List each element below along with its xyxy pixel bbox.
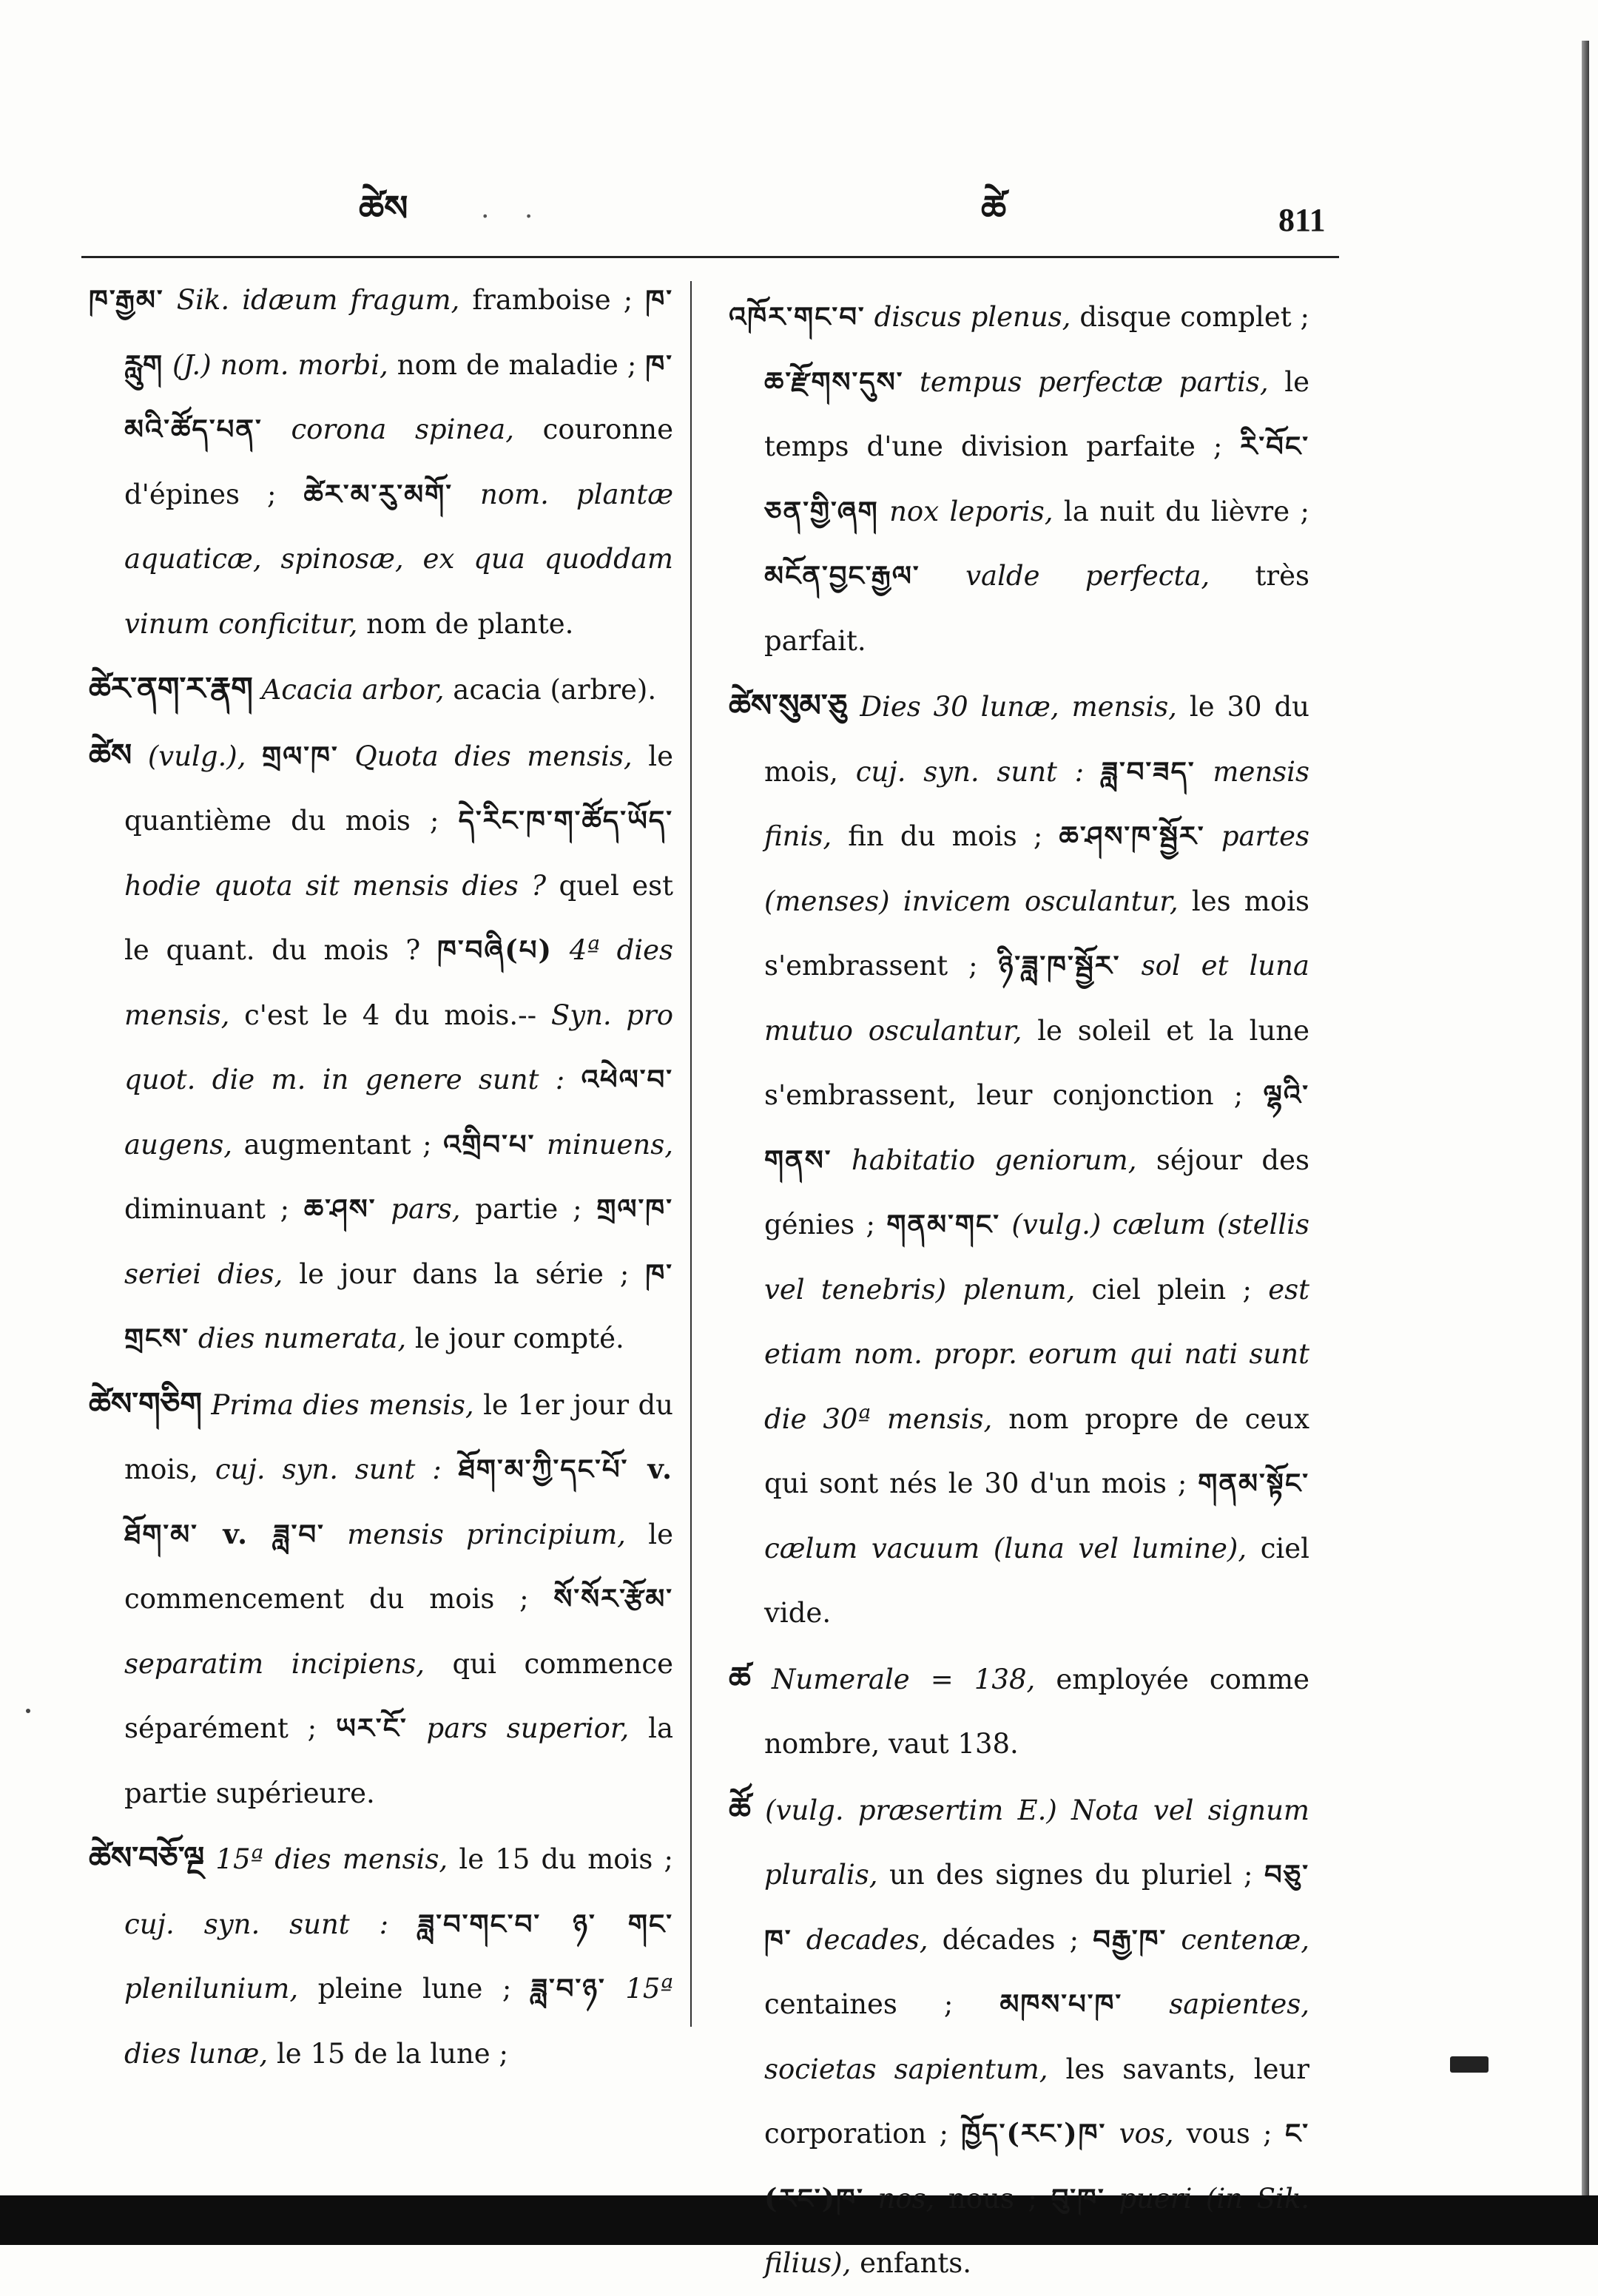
french-gloss: le jour dans la série ; [283,1257,630,1290]
tibetan-term: དེ་རིང་ཁ་ག་ཚོད་ཡོད་ [458,804,673,837]
usage-label: (vulg.), [147,740,246,772]
tibetan-term: ཁ་རླུག [124,283,673,381]
tibetan-term: གྲལ་ཁ་ [262,739,339,772]
latin-gloss: sapientes, societas sapientum, [764,1988,1310,2085]
dictionary-entry [89,1371,673,1826]
scan-speck [26,1709,30,1713]
headword: ཚེས་སུམ་ཅུ [729,687,848,723]
tibetan-term: ཆ་རྫོགས་དུས་ [764,365,904,398]
tibetan-term: ལྷའི་གནས་ [764,1078,1309,1176]
tibetan-term: ཉི་ཟླ་ཁ་སྦྱོར་ [998,949,1121,982]
headword: ཚོ [729,1790,751,1827]
latin-gloss: Prima dies mensis, [211,1388,474,1421]
latin-gloss: tempus perfectæ partis, [920,365,1269,398]
french-gloss: nom de maladie ; [388,348,637,381]
french-gloss: séjour des génies ; [764,1144,1309,1240]
french-gloss: employée comme nombre, vaut 138. [764,1663,1309,1760]
french-gloss: ciel plein ; [1075,1273,1252,1306]
tibetan-term: ཟླ་བ་གང་བ་ ཉ་ གང་ [418,1907,673,1940]
latin-gloss: plenilunium, [124,1973,299,2005]
french-gloss: le soleil et la lune s'embrassent, leur conjonction ; [764,1014,1309,1111]
latin-gloss: nom. plantæ aquaticæ, spinosæ, ex qua quoddam vinum conficitur, [124,478,673,640]
headword: ཚ [729,1659,751,1696]
dictionary-entry [89,723,673,1371]
latin-gloss: Acacia arbor, [261,674,445,706]
left-column [89,268,673,2086]
french-gloss: le temps d'une division parfaite ; [764,365,1309,462]
french-gloss: un des signes du pluriel ; [877,1859,1253,1891]
dictionary-entry [729,673,1309,1646]
tibetan-term: བུ་ཁ་ [1051,2181,1105,2215]
latin-gloss: cuj. syn. sunt : [124,1908,389,1940]
dictionary-entry [729,1646,1309,1777]
french-gloss: centaines ; [764,1988,954,2020]
tibetan-term: ཁ་མའི་ཚོད་པན་ [124,348,673,445]
tibetan-term: ཁ་བཞི(པ) [436,933,553,966]
headword: ཚེས་བཅོ་ལྔ [89,1840,205,1876]
latin-gloss: decades, [806,1923,928,1956]
french-gloss: nom propre de ceux qui sont nés le 30 d'un mois ; [764,1402,1309,1499]
latin-gloss: Numerale = 138, [772,1663,1036,1695]
french-gloss: le 15 de la lune ; [268,2037,508,2070]
headword: ཚེས [89,736,132,773]
french-gloss: le 15 du mois ; [448,1843,674,1875]
french-gloss: vous ; [1173,2118,1272,2150]
french-gloss: ciel vide. [764,1532,1309,1629]
tibetan-term: ཁྱོད་(རང་)ཁ་ [961,2117,1107,2150]
french-gloss: la partie supérieure. [124,1712,673,1809]
latin-gloss: mensis finis, [764,755,1309,852]
tibetan-term: རི་བོང་ཅན་གྱི་ཞག [764,430,1309,527]
latin-gloss: cuj. syn. sunt : [215,1453,442,1485]
tibetan-term: ཟླ་བ་ཉ་ [530,1972,606,2005]
dictionary-entry [729,1777,1309,2296]
tibetan-term: གནམ་གང་ [886,1208,1001,1240]
french-gloss: le quantième du mois ; [124,740,673,837]
latin-gloss: cælum vacuum (luna vel lumine), [764,1532,1247,1564]
latin-gloss: separatim incipiens, [124,1647,425,1680]
latin-gloss: (vulg.) cælum (stellis vel tenebris) plenum, [764,1209,1309,1306]
tibetan-term: གྲལ་ཁ་ [596,1192,673,1225]
latin-gloss: Syn. pro quot. die m. in genere sunt : [124,999,674,1095]
latin-gloss: pueri (in Sik. filius), [764,2182,1310,2279]
tibetan-term: མཁས་པ་ཁ་ [999,1988,1123,2020]
tibetan-term: ཁ་གྲངས་ [124,1257,673,1354]
headword: ཚེར་ནག་ར་རྣག [89,670,253,706]
french-gloss: le commencement du mois ; [124,1518,673,1615]
tibetan-term: ཡར་ངོ་ [335,1712,408,1744]
french-gloss: diminuant ; [124,1193,290,1225]
french-gloss: disque complet ; [1071,301,1309,333]
column-divider [690,281,692,2027]
latin-gloss: 15ª dies lunæ, [124,1973,673,2070]
latin-gloss: nos, [877,2182,935,2215]
tibetan-term: མངོན་བྱང་རྒྱལ་ [764,559,920,592]
tibetan-term: ཆ་ཤས་ [303,1192,377,1225]
french-gloss: enfants. [851,2247,972,2279]
latin-gloss: (J.) nom. morbi, [172,348,388,381]
latin-gloss: discus plenus, [874,301,1071,333]
tibetan-term: བརྒྱ་ཁ་ [1093,1922,1167,1956]
french-gloss: framboise ; [459,284,633,316]
latin-gloss: dies numerata, [198,1323,407,1354]
dictionary-entry [89,1826,673,2086]
french-gloss: couronne d'épines ; [124,413,674,510]
latin-gloss: est etiam nom. propr. eorum qui nati sunt die 30ª mensis, [764,1273,1309,1435]
latin-gloss: hodie quota sit mensis dies ? [124,869,547,902]
french-gloss: les savants, leur corporation ; [764,2053,1309,2150]
tibetan-term: གནམ་སྟོང་ [1198,1467,1310,1499]
tibetan-term: ཐོག་མ་ཀྱི་དང་པོ་ v. ཐོག་མ་ v. ཟླ་བ་ [124,1453,673,1550]
french-gloss: qui commence séparément ; [124,1647,673,1744]
page-edge-shadow [1582,41,1589,2223]
latin-gloss: sol et luna mutuo osculantur, [764,950,1309,1047]
latin-gloss: (vulg. præsertim E.) Nota vel signum pluralis, [764,1794,1309,1891]
latin-gloss: Sik. idæum fragum, [176,284,460,316]
margin-mark [1450,2056,1489,2073]
left-running-head: ཚེས [359,188,408,229]
french-gloss: nous ; [934,2182,1037,2215]
tibetan-term: ཟླ་བ་ཟད་ [1101,754,1196,788]
tibetan-term: འཁོར་གང་བ་ [729,300,866,333]
french-gloss: augmentant ; [232,1128,432,1161]
french-gloss: nom de plante. [357,607,574,640]
latin-gloss: partes (menses) invicem osculantur, [764,820,1309,917]
latin-gloss: seriei dies, [124,1257,283,1290]
french-gloss: quel est le quant. du mois ? [124,869,673,966]
french-gloss: le 1er jour du mois, [124,1388,674,1485]
tibetan-term: འཕེལ་བ་ [581,1063,673,1095]
tibetan-term: ཆ་ཤས་ཁ་སྦྱོར་ [1059,820,1205,852]
dictionary-entry [89,656,673,723]
latin-gloss: centenæ, [1181,1923,1310,1956]
header-dots: . . [481,194,547,224]
header-rule [81,256,1339,258]
latin-gloss: Quota dies mensis, [354,740,633,772]
latin-gloss: pars, [391,1193,461,1225]
french-gloss: pleine lune ; [298,1973,512,2005]
french-gloss: très parfait. [764,560,1309,657]
right-column [729,285,1309,2296]
french-gloss: le 30 du mois, [764,691,1309,788]
french-gloss: c'est le 4 du mois.-- [229,999,537,1031]
latin-gloss: corona spinea, [291,413,514,445]
french-gloss: la nuit du lièvre ; [1053,495,1310,527]
latin-gloss: Dies 30 lunæ, mensis, [860,691,1177,723]
latin-gloss: cuj. syn. sunt : [855,755,1085,788]
latin-gloss: minuens, [546,1128,673,1161]
latin-gloss: 15ª dies mensis, [215,1843,448,1875]
page-number: 811 [1278,202,1326,238]
latin-gloss: valde perfecta, [965,560,1210,592]
latin-gloss: habitatio geniorum, [851,1144,1137,1176]
headword: ཚེས་གཅིག [89,1385,202,1422]
tibetan-term: སོ་སོར་རྩོམ་ [553,1582,674,1615]
center-running-head: ཚེ [981,188,1007,229]
french-gloss: les mois s'embrassent ; [764,885,1309,982]
latin-gloss: nox leporis, [889,495,1053,527]
tibetan-term: ང་(རང་)ཁ་ [764,2117,1310,2215]
french-gloss: le jour compté. [406,1323,624,1354]
french-gloss: fin du mois ; [832,820,1043,852]
latin-gloss: pars superior, [426,1712,630,1744]
latin-gloss: augens, [124,1128,233,1161]
tibetan-term: ཁ་རྒྱམ་ [89,283,164,316]
latin-gloss: mensis principium, [347,1518,626,1550]
french-gloss: partie ; [460,1193,582,1225]
tibetan-term: ཚེར་མ་རུ་མགོ་ [303,477,453,510]
tibetan-term: བཅུ་ཁ་ [764,1858,1309,1956]
french-gloss: décades ; [928,1923,1079,1956]
french-gloss: acacia (arbre). [444,674,657,706]
dictionary-entry [729,285,1309,673]
latin-gloss: 4ª dies mensis, [124,934,673,1031]
dictionary-entry [89,268,673,656]
tibetan-term: འགྲིབ་པ་ [443,1127,536,1161]
latin-gloss: vos, [1119,2118,1174,2150]
